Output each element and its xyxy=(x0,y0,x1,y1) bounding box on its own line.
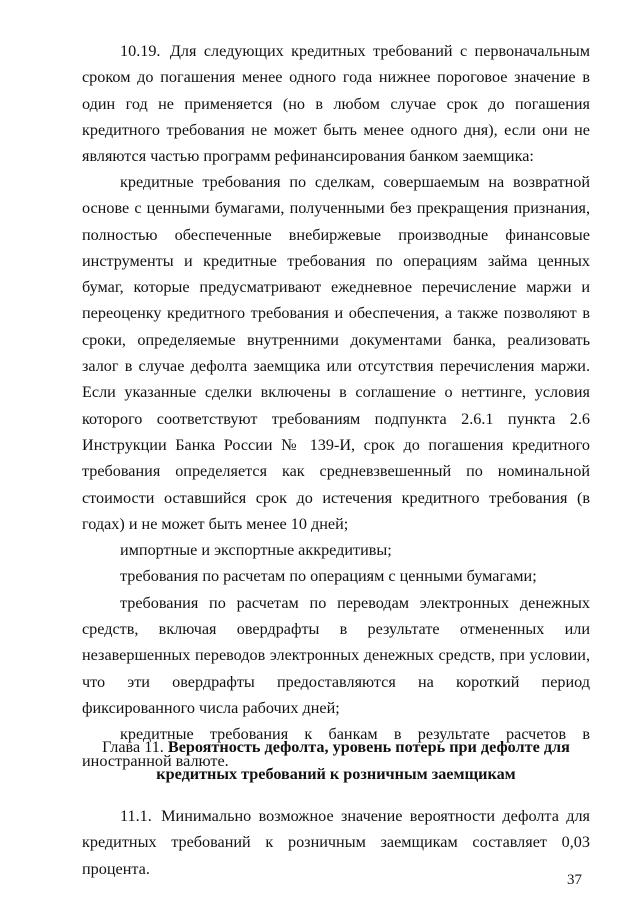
chapter-title-part-1: Вероятность дефолта, уровень потерь при дефолте для xyxy=(167,738,570,756)
paragraph-10-19 xyxy=(82,38,590,169)
chapter-title-part-2: кредитных требований к розничным заемщикам xyxy=(156,765,516,783)
list-block xyxy=(82,169,590,774)
chapter-label: Глава 11. xyxy=(102,738,164,756)
chapter-heading xyxy=(82,734,590,788)
list-item: кредитные требования по сделкам, совершаемым на возвратной основе с ценными бумагами, полученными без прекращения признания, полностью обеспеченные внебиржевые производные финансовые инструменты и кредитные требования по операциям займа ценных бумаг, которые предусматривают ежедневное перечисление маржи и переоценку кредитного требования и обеспечения, а также позволяют в сроки, определяемые внутренними документами банка, реализовать залог в случае дефолта заемщика или отсутствия перечисления маржи. Если указанные сделки включены в соглашение о неттинге, условия которого соответствуют требованиям подпункта 2.6.1 пункта 2.6 Инструкции Банка России № 139-И, срок до погашения кредитного требования определяется как средневзвешенный по номинальной стоимости оставшийся срок до истечения кредитного требования (в годах) и не может быть менее 10 дней; xyxy=(82,173,590,533)
list-item: требования по расчетам по переводам электронных денежных средств, включая овердрафты в результате отмененных или незавершенных переводов электронных денежных средств, при условии, что эти овердрафты предоставляются на короткий период фиксированного числа рабочих дней; xyxy=(82,593,590,717)
clause-number: 11.1. xyxy=(120,807,152,825)
clause-number: 10.19. xyxy=(120,42,161,60)
page-number: 37 xyxy=(567,872,582,888)
list-item: импортные и экспортные аккредитивы; xyxy=(120,541,392,560)
clause-text: Минимально возможное значение вероятности дефолта для кредитных требований к розничным заемщикам составляет 0,03 процента. xyxy=(82,807,590,878)
paragraph xyxy=(82,803,590,882)
chapter-heading-line-1 xyxy=(82,734,590,761)
paragraph xyxy=(82,38,590,169)
list-item: требования по расчетам по операциям с ценными бумагами; xyxy=(120,567,537,586)
list-item: кредитные требования к банкам в результате расчетов в иностранной валюте. xyxy=(82,725,590,770)
clause-text: Для следующих кредитных требований с первоначальным сроком до погашения менее одного года нижнее пороговое значение в один год не применяется (но в любом случае срок до погашения кредитного требования не может быть менее одного дня), если они не являются частью программ рефинансирования банком заемщика: xyxy=(82,42,591,166)
paragraph-11-1 xyxy=(82,803,590,882)
